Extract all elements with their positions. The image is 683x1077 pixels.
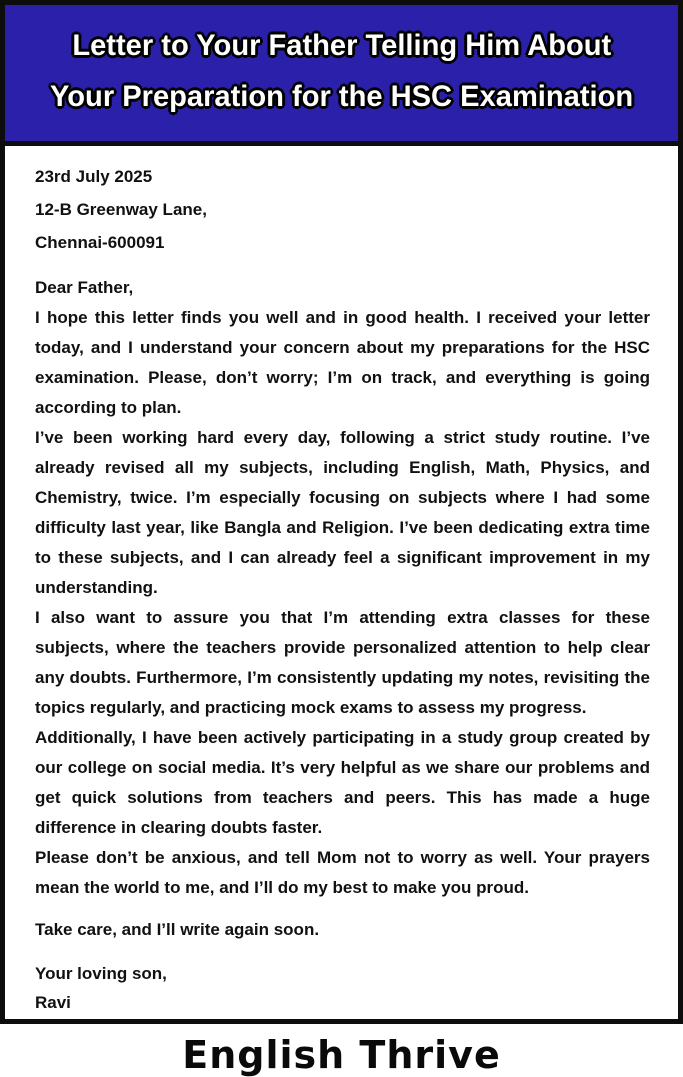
sender-address-block <box>35 160 650 259</box>
address-line-2: Chennai-600091 <box>35 233 165 252</box>
signoff-block <box>35 959 650 1017</box>
signature-name: Ravi <box>35 993 71 1012</box>
signoff-line: Your loving son, <box>35 964 167 983</box>
letter-paragraph: Additionally, I have been actively participating in a study group created by our college on social media. It’s very helpful as we share our problems and get quick solutions from teachers and peers. This has made a huge difference in clearing doubts faster. <box>35 728 650 837</box>
letter-paragraph: Please don’t be anxious, and tell Mom not to worry as well. Your prayers mean the world to me, and I’ll do my best to make you proud. <box>35 848 650 897</box>
title-banner <box>5 5 678 146</box>
salutation: Dear Father, <box>35 278 134 297</box>
page-title-line-1: Letter to Your Father Telling Him About <box>72 29 611 62</box>
letter-body <box>5 146 678 1017</box>
page-title-line-2: Your Preparation for the HSC Examination <box>49 80 634 113</box>
letter-paragraph: I also want to assure you that I’m attending extra classes for these subjects, where the teachers provide personalized attention to help clear any doubts. Furthermore, I’m consistently updating my notes, revisiting the topics regularly, and practicing mock exams to assess my progress. <box>35 608 650 717</box>
brand-footer: English Thrive <box>182 1033 501 1077</box>
closing-line: Take care, and I’ll write again soon. <box>35 920 320 939</box>
letter-paragraph: I hope this letter finds you well and in good health. I received your letter today, and I understand your concern about my preparations for the HSC examination. Please, don’t worry; I’m on track, and everything is going according to plan. <box>35 308 650 417</box>
letter-date: 23rd July 2025 <box>35 167 153 186</box>
address-line-1: 12-B Greenway Lane, <box>35 200 207 219</box>
letter-paragraph: I’ve been working hard every day, following a strict study routine. I’ve already revised all my subjects, including English, Math, Physics, and Chemistry, twice. I’m especially focusing on subjects where I had some difficulty last year, like Bangla and Religion. I’ve been dedicating extra time to these subjects, and I can already feel a significant improvement in my understanding. <box>35 428 650 597</box>
